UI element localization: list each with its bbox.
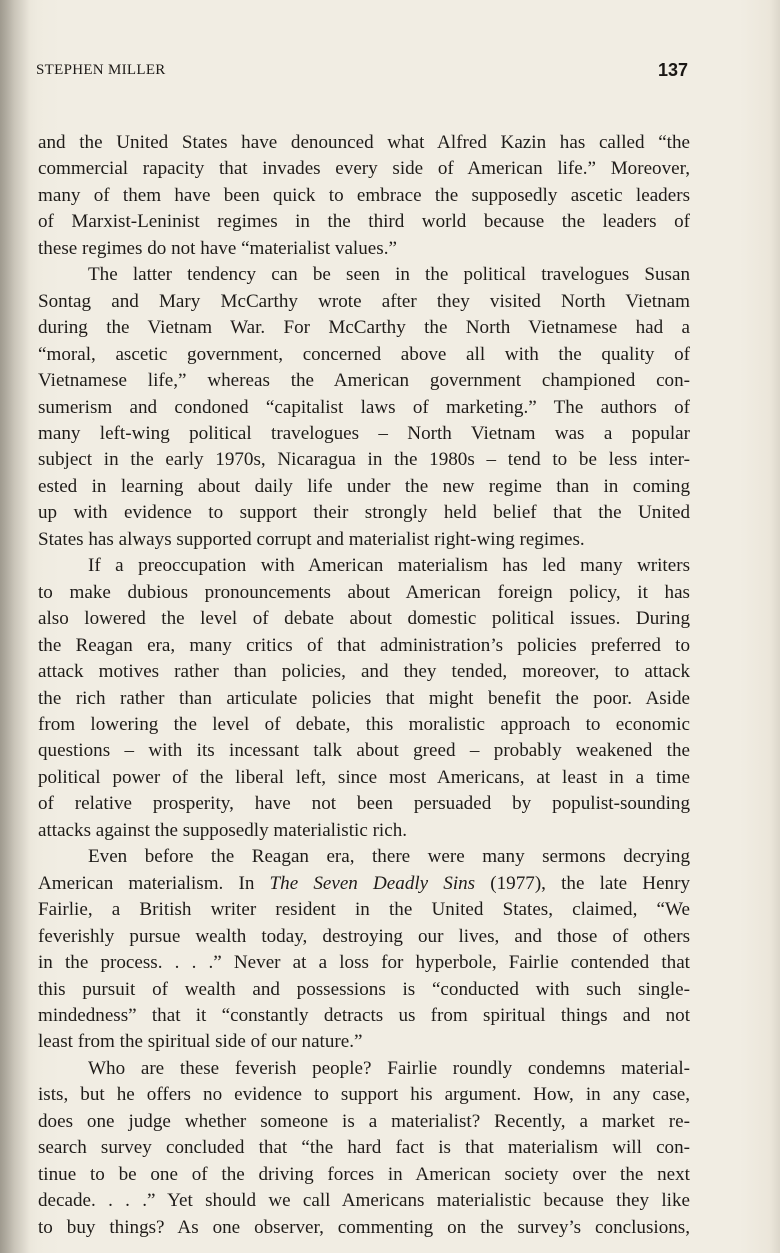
text-line: attack motives rather than policies, and they tended, moreover, to attack xyxy=(38,661,690,683)
paragraph-2 xyxy=(38,262,690,553)
paragraph-1 xyxy=(38,130,690,262)
text-line: political power of the liberal left, since most Americans, at least in a time xyxy=(38,766,690,788)
text-line: tinue to be one of the driving forces in American society over the next xyxy=(38,1163,690,1185)
page-number: 137 xyxy=(657,60,688,80)
text-line xyxy=(38,871,690,897)
text-line: many of them have been quick to embrace the supposedly ascetic leaders xyxy=(38,184,690,206)
text-line: feverishly pursue wealth today, destroying our lives, and those of others xyxy=(38,925,690,947)
text-line: least from the spiritual side of our nature.” xyxy=(38,1031,363,1053)
text-line: Vietnamese life,” whereas the American government championed con- xyxy=(38,370,690,392)
text-line: also lowered the level of debate about domestic political issues. During xyxy=(38,608,690,630)
text-line: many left-wing political travelogues – North Vietnam was a popular xyxy=(38,422,690,444)
text-line: decade. . . .” Yet should we call Americans materialistic because they like xyxy=(38,1190,690,1212)
text-line: The latter tendency can be seen in the political travelogues Susan xyxy=(88,264,690,286)
body-text xyxy=(38,130,690,1241)
text-line: the rich rather than articulate policies that might benefit the poor. Aside xyxy=(38,687,690,709)
paragraph-5 xyxy=(38,1056,690,1241)
text-line: of relative prosperity, have not been persuaded by populist-sounding xyxy=(38,793,690,815)
text-line: to buy things? As one observer, commenting on the survey’s conclusions, xyxy=(38,1216,690,1238)
text-line: questions – with its incessant talk about greed – probably weakened the xyxy=(38,740,690,762)
text-line: If a preoccupation with American materialism has led many writers xyxy=(88,555,690,577)
text-line: these regimes do not have “materialist values.” xyxy=(38,237,397,259)
text-line: during the Vietnam War. For McCarthy the North Vietnamese had a xyxy=(38,317,690,339)
text-segment: American materialism. In xyxy=(38,872,270,894)
text-line: and the United States have denounced what Alfred Kazin has called “the xyxy=(38,132,690,153)
text-line: States has always supported corrupt and materialist right-wing regimes. xyxy=(38,528,585,550)
gutter-shadow xyxy=(0,0,30,1253)
text-line: the Reagan era, many critics of that administration’s policies preferred to xyxy=(38,634,690,656)
text-line: ists, but he offers no evidence to support his argument. How, in any case, xyxy=(38,1084,690,1106)
text-segment: (1977), the late Henry xyxy=(475,872,690,894)
text-line: to make dubious pronouncements about American foreign policy, it has xyxy=(38,581,690,603)
text-line: Sontag and Mary McCarthy wrote after they visited North Vietnam xyxy=(38,290,690,312)
text-line: up with evidence to support their strongly held belief that the United xyxy=(38,502,690,524)
text-line: does one judge whether someone is a materialist? Recently, a market re- xyxy=(38,1110,690,1132)
text-line: from lowering the level of debate, this moralistic approach to economic xyxy=(38,713,690,735)
running-head xyxy=(36,60,688,84)
text-line: search survey concluded that “the hard fact is that materialism will con- xyxy=(38,1137,690,1159)
text-line: commercial rapacity that invades every side of American life.” Moreover, xyxy=(38,158,690,180)
text-line: ested in learning about daily life under the new regime than in coming xyxy=(38,475,690,497)
text-line: subject in the early 1970s, Nicaragua in the 1980s – tend to be less inter- xyxy=(38,449,690,471)
text-line: in the process. . . .” Never at a loss for hyperbole, Fairlie contended that xyxy=(38,952,690,974)
text-line: of Marxist-Leninist regimes in the third world because the leaders of xyxy=(38,211,690,233)
paragraph-4 xyxy=(38,844,690,1056)
text-line: Who are these feverish people? Fairlie roundly condemns material- xyxy=(88,1057,690,1079)
text-line: mindedness” that it “constantly detracts us from spiritual things and not xyxy=(38,1004,690,1026)
paragraph-3 xyxy=(38,553,690,844)
text-line: attacks against the supposedly materialistic rich. xyxy=(38,819,408,841)
book-title: The Seven Deadly Sins xyxy=(269,872,476,894)
text-line: Fairlie, a British writer resident in the United States, claimed, “We xyxy=(38,899,690,921)
text-line: Even before the Reagan era, there were many sermons decrying xyxy=(88,846,690,868)
running-head-author: STEPHEN MILLER xyxy=(36,62,166,78)
text-line: sumerism and condoned “capitalist laws of marketing.” The authors of xyxy=(38,396,690,418)
text-line: “moral, ascetic government, concerned above all with the quality of xyxy=(38,343,690,365)
text-line: this pursuit of wealth and possessions is “conducted with such single- xyxy=(38,978,690,1000)
